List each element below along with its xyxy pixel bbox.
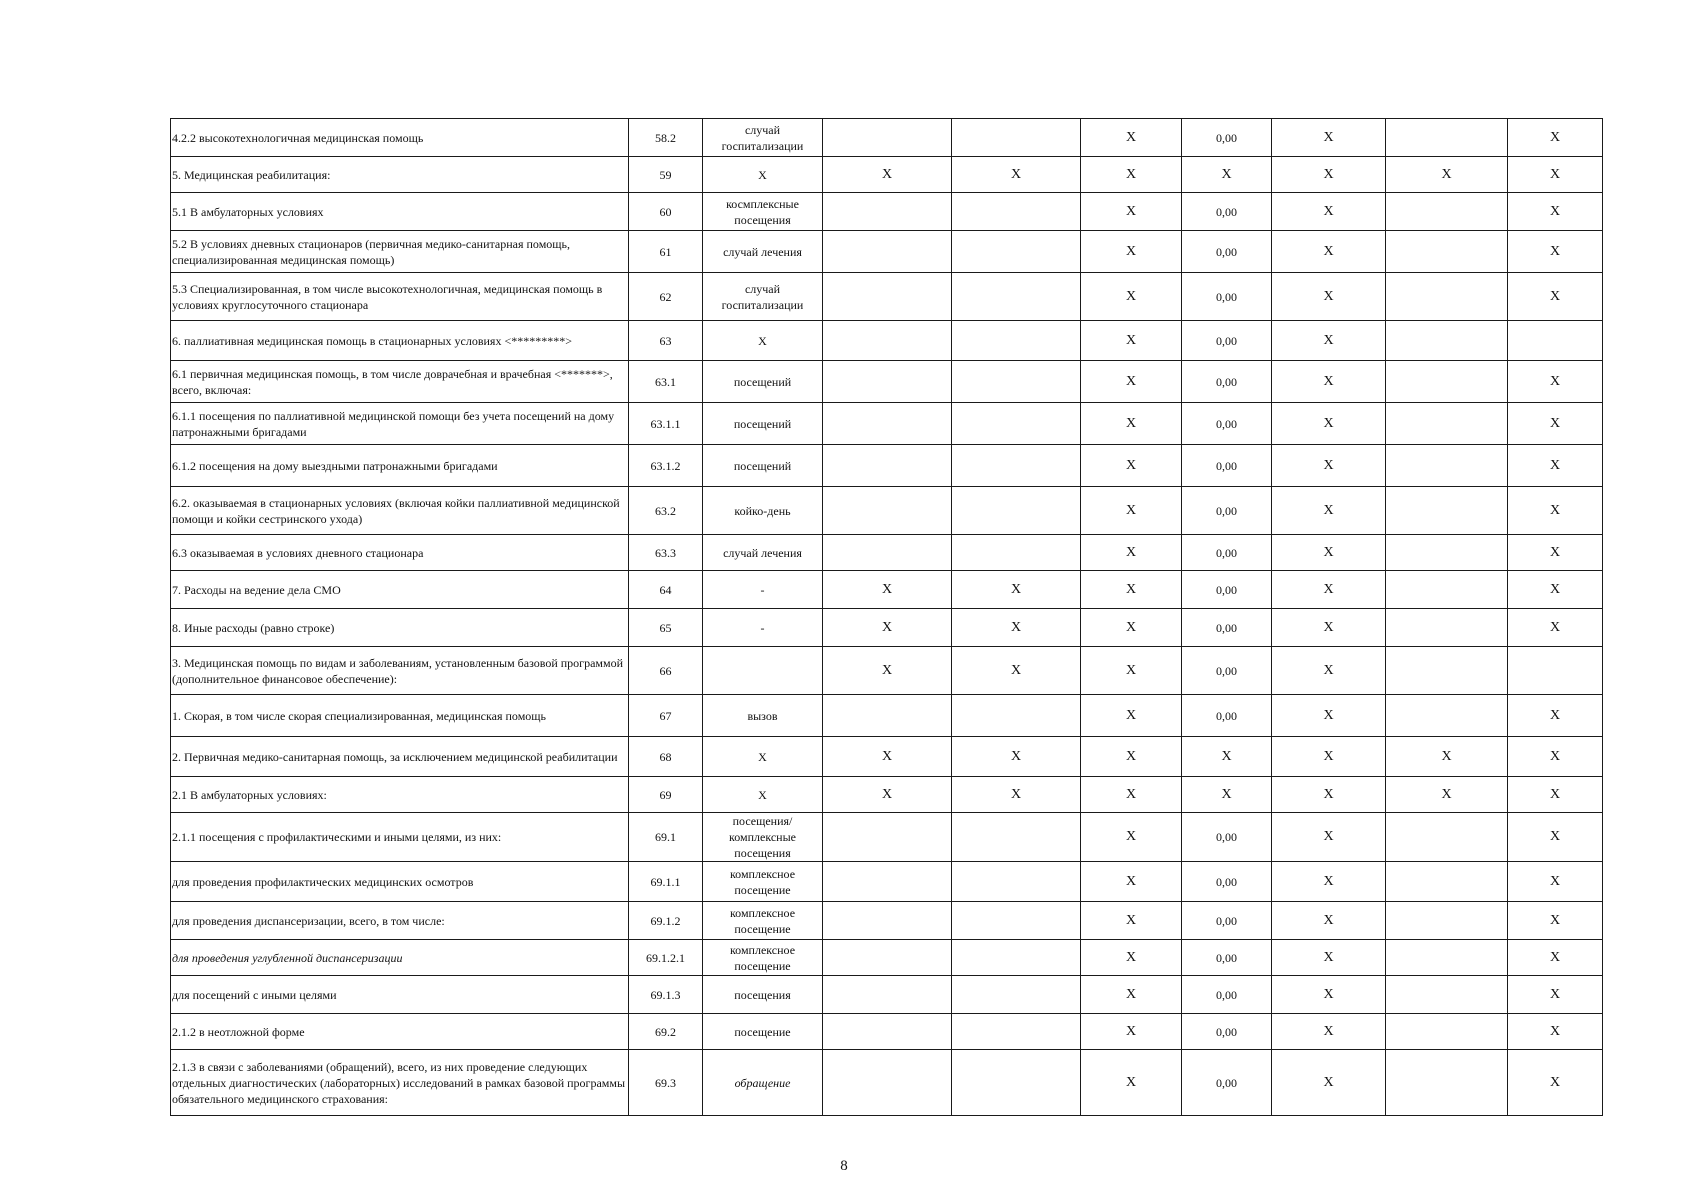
col4-cell bbox=[823, 193, 952, 231]
col8-cell: X bbox=[1272, 157, 1386, 193]
col8-cell: X bbox=[1272, 902, 1386, 940]
table-row bbox=[171, 487, 1603, 535]
col10-cell: X bbox=[1508, 193, 1603, 231]
col10-cell: X bbox=[1508, 940, 1603, 976]
col8-cell: X bbox=[1272, 862, 1386, 902]
row-unit-cell bbox=[703, 647, 823, 695]
col10-cell: X bbox=[1508, 119, 1603, 157]
data-table bbox=[170, 118, 1603, 1116]
col7-cell: 0,00 bbox=[1182, 571, 1272, 609]
table-row bbox=[171, 1014, 1603, 1050]
row-code-cell: 68 bbox=[629, 737, 703, 777]
table-row bbox=[171, 231, 1603, 273]
col9-cell bbox=[1386, 571, 1508, 609]
col10-cell: X bbox=[1508, 231, 1603, 273]
col10-cell: X bbox=[1508, 445, 1603, 487]
table-row bbox=[171, 976, 1603, 1014]
table-row bbox=[171, 902, 1603, 940]
col7-cell: 0,00 bbox=[1182, 361, 1272, 403]
col6-cell: X bbox=[1081, 361, 1182, 403]
row-unit-cell: койко-день bbox=[703, 487, 823, 535]
col4-cell: X bbox=[823, 647, 952, 695]
col8-cell: X bbox=[1272, 321, 1386, 361]
col8-cell: X bbox=[1272, 231, 1386, 273]
row-name-cell: для проведения диспансеризации, всего, в том числе: bbox=[171, 902, 629, 940]
col7-cell: X bbox=[1182, 737, 1272, 777]
col4-cell bbox=[823, 976, 952, 1014]
row-code-cell: 63 bbox=[629, 321, 703, 361]
row-unit-cell: X bbox=[703, 777, 823, 813]
col9-cell: X bbox=[1386, 737, 1508, 777]
col4-cell bbox=[823, 1050, 952, 1116]
col5-cell bbox=[952, 813, 1081, 862]
col7-cell: 0,00 bbox=[1182, 445, 1272, 487]
col10-cell: X bbox=[1508, 609, 1603, 647]
row-unit-cell: случай госпитализации bbox=[703, 273, 823, 321]
row-code-cell: 69 bbox=[629, 777, 703, 813]
col4-cell bbox=[823, 695, 952, 737]
col9-cell bbox=[1386, 647, 1508, 695]
col10-cell: X bbox=[1508, 273, 1603, 321]
col10-cell: X bbox=[1508, 361, 1603, 403]
table-row bbox=[171, 737, 1603, 777]
row-name-cell: 8. Иные расходы (равно строке) bbox=[171, 609, 629, 647]
row-code-cell: 69.1.2 bbox=[629, 902, 703, 940]
col5-cell bbox=[952, 231, 1081, 273]
row-name-cell: 6. паллиативная медицинская помощь в стационарных условиях <*********> bbox=[171, 321, 629, 361]
col4-cell: X bbox=[823, 737, 952, 777]
col4-cell bbox=[823, 487, 952, 535]
col10-cell: X bbox=[1508, 487, 1603, 535]
row-unit-cell: посещений bbox=[703, 361, 823, 403]
col9-cell bbox=[1386, 609, 1508, 647]
col5-cell: X bbox=[952, 571, 1081, 609]
row-name-cell: 5.3 Специализированная, в том числе высокотехнологичная, медицинская помощь в условиях круглосуточного стационара bbox=[171, 273, 629, 321]
table-row bbox=[171, 571, 1603, 609]
table-body bbox=[171, 119, 1603, 1116]
col10-cell: X bbox=[1508, 862, 1603, 902]
row-name-cell: 2.1.1 посещения с профилактическими и иными целями, из них: bbox=[171, 813, 629, 862]
col5-cell bbox=[952, 976, 1081, 1014]
row-unit-cell: посещения/ комплексные посещения bbox=[703, 813, 823, 862]
col6-cell: X bbox=[1081, 940, 1182, 976]
col5-cell bbox=[952, 940, 1081, 976]
col8-cell: X bbox=[1272, 193, 1386, 231]
row-name-cell: для посещений с иными целями bbox=[171, 976, 629, 1014]
table-row bbox=[171, 862, 1603, 902]
document-sheet bbox=[170, 118, 1602, 1116]
row-unit-cell: X bbox=[703, 157, 823, 193]
row-name-cell: 2.1.2 в неотложной форме bbox=[171, 1014, 629, 1050]
row-code-cell: 63.3 bbox=[629, 535, 703, 571]
col9-cell bbox=[1386, 940, 1508, 976]
col10-cell: X bbox=[1508, 1050, 1603, 1116]
col6-cell: X bbox=[1081, 976, 1182, 1014]
row-unit-cell: - bbox=[703, 609, 823, 647]
col6-cell: X bbox=[1081, 862, 1182, 902]
col9-cell bbox=[1386, 1014, 1508, 1050]
col5-cell: X bbox=[952, 157, 1081, 193]
col10-cell: X bbox=[1508, 157, 1603, 193]
col9-cell bbox=[1386, 273, 1508, 321]
row-unit-cell: комплексное посещение bbox=[703, 862, 823, 902]
col10-cell: X bbox=[1508, 976, 1603, 1014]
col8-cell: X bbox=[1272, 777, 1386, 813]
row-code-cell: 67 bbox=[629, 695, 703, 737]
col5-cell bbox=[952, 535, 1081, 571]
table-row bbox=[171, 695, 1603, 737]
row-unit-cell: обращение bbox=[703, 1050, 823, 1116]
row-code-cell: 69.1.3 bbox=[629, 976, 703, 1014]
table-row bbox=[171, 777, 1603, 813]
page-number: 8 bbox=[840, 1158, 848, 1174]
col7-cell: X bbox=[1182, 157, 1272, 193]
col6-cell: X bbox=[1081, 231, 1182, 273]
col9-cell bbox=[1386, 813, 1508, 862]
row-code-cell: 69.1 bbox=[629, 813, 703, 862]
row-unit-cell: X bbox=[703, 737, 823, 777]
col6-cell: X bbox=[1081, 321, 1182, 361]
col6-cell: X bbox=[1081, 609, 1182, 647]
col8-cell: X bbox=[1272, 813, 1386, 862]
col6-cell: X bbox=[1081, 571, 1182, 609]
col7-cell: 0,00 bbox=[1182, 647, 1272, 695]
row-name-cell: для проведения углубленной диспансеризации bbox=[171, 940, 629, 976]
col8-cell: X bbox=[1272, 273, 1386, 321]
col10-cell: X bbox=[1508, 777, 1603, 813]
col6-cell: X bbox=[1081, 695, 1182, 737]
row-code-cell: 63.1.2 bbox=[629, 445, 703, 487]
col4-cell bbox=[823, 1014, 952, 1050]
col7-cell: 0,00 bbox=[1182, 1050, 1272, 1116]
row-name-cell: 2.1.3 в связи с заболеваниями (обращений), всего, из них проведение следующих отдельных диагностических (лабораторных) исследований в рамках базовой программы обязательного медицинского страхования: bbox=[171, 1050, 629, 1116]
col9-cell bbox=[1386, 902, 1508, 940]
row-name-cell: 1. Скорая, в том числе скорая специализированная, медицинская помощь bbox=[171, 695, 629, 737]
col5-cell bbox=[952, 1014, 1081, 1050]
col9-cell bbox=[1386, 445, 1508, 487]
col8-cell: X bbox=[1272, 361, 1386, 403]
col7-cell: X bbox=[1182, 777, 1272, 813]
row-code-cell: 60 bbox=[629, 193, 703, 231]
col10-cell: X bbox=[1508, 695, 1603, 737]
col6-cell: X bbox=[1081, 119, 1182, 157]
col5-cell bbox=[952, 445, 1081, 487]
table-row bbox=[171, 535, 1603, 571]
col10-cell: X bbox=[1508, 737, 1603, 777]
table-row bbox=[171, 193, 1603, 231]
row-code-cell: 65 bbox=[629, 609, 703, 647]
row-name-cell: 6.1 первичная медицинская помощь, в том числе доврачебная и врачебная <*******>, всего, включая: bbox=[171, 361, 629, 403]
col8-cell: X bbox=[1272, 1014, 1386, 1050]
col8-cell: X bbox=[1272, 571, 1386, 609]
table-row bbox=[171, 940, 1603, 976]
row-code-cell: 63.1 bbox=[629, 361, 703, 403]
col5-cell: X bbox=[952, 777, 1081, 813]
col8-cell: X bbox=[1272, 445, 1386, 487]
col5-cell bbox=[952, 361, 1081, 403]
col6-cell: X bbox=[1081, 647, 1182, 695]
col5-cell: X bbox=[952, 647, 1081, 695]
col8-cell: X bbox=[1272, 609, 1386, 647]
col7-cell: 0,00 bbox=[1182, 535, 1272, 571]
col6-cell: X bbox=[1081, 1050, 1182, 1116]
col9-cell bbox=[1386, 361, 1508, 403]
col9-cell bbox=[1386, 1050, 1508, 1116]
row-name-cell: 6.2. оказываемая в стационарных условиях (включая койки паллиативной медицинской помощи и койки сестринского ухода) bbox=[171, 487, 629, 535]
col4-cell bbox=[823, 119, 952, 157]
row-unit-cell: - bbox=[703, 571, 823, 609]
col5-cell bbox=[952, 119, 1081, 157]
row-name-cell: 2. Первичная медико-санитарная помощь, за исключением медицинской реабилитации bbox=[171, 737, 629, 777]
col7-cell: 0,00 bbox=[1182, 273, 1272, 321]
col4-cell: X bbox=[823, 157, 952, 193]
row-code-cell: 69.1.1 bbox=[629, 862, 703, 902]
col9-cell bbox=[1386, 403, 1508, 445]
col4-cell bbox=[823, 535, 952, 571]
col7-cell: 0,00 bbox=[1182, 321, 1272, 361]
col7-cell: 0,00 bbox=[1182, 193, 1272, 231]
col5-cell bbox=[952, 193, 1081, 231]
col6-cell: X bbox=[1081, 1014, 1182, 1050]
row-unit-cell: посещения bbox=[703, 976, 823, 1014]
row-name-cell: 5.1 В амбулаторных условиях bbox=[171, 193, 629, 231]
col7-cell: 0,00 bbox=[1182, 976, 1272, 1014]
col8-cell: X bbox=[1272, 535, 1386, 571]
table-row bbox=[171, 647, 1603, 695]
col5-cell bbox=[952, 1050, 1081, 1116]
row-code-cell: 69.2 bbox=[629, 1014, 703, 1050]
col5-cell bbox=[952, 695, 1081, 737]
col4-cell bbox=[823, 231, 952, 273]
row-name-cell: 6.3 оказываемая в условиях дневного стационара bbox=[171, 535, 629, 571]
row-unit-cell: посещений bbox=[703, 403, 823, 445]
col8-cell: X bbox=[1272, 737, 1386, 777]
col8-cell: X bbox=[1272, 1050, 1386, 1116]
col7-cell: 0,00 bbox=[1182, 609, 1272, 647]
table-row bbox=[171, 609, 1603, 647]
table-row bbox=[171, 403, 1603, 445]
col10-cell: X bbox=[1508, 571, 1603, 609]
col7-cell: 0,00 bbox=[1182, 813, 1272, 862]
row-name-cell: для проведения профилактических медицинских осмотров bbox=[171, 862, 629, 902]
row-unit-cell: случай лечения bbox=[703, 535, 823, 571]
col7-cell: 0,00 bbox=[1182, 119, 1272, 157]
col6-cell: X bbox=[1081, 273, 1182, 321]
col7-cell: 0,00 bbox=[1182, 487, 1272, 535]
col9-cell bbox=[1386, 487, 1508, 535]
row-name-cell: 3. Медицинская помощь по видам и заболеваниям, установленным базовой программой (дополнительное финансовое обеспечение): bbox=[171, 647, 629, 695]
col9-cell: X bbox=[1386, 157, 1508, 193]
col5-cell: X bbox=[952, 609, 1081, 647]
col7-cell: 0,00 bbox=[1182, 695, 1272, 737]
row-code-cell: 61 bbox=[629, 231, 703, 273]
col4-cell bbox=[823, 321, 952, 361]
row-unit-cell: случай лечения bbox=[703, 231, 823, 273]
row-code-cell: 59 bbox=[629, 157, 703, 193]
col8-cell: X bbox=[1272, 119, 1386, 157]
col6-cell: X bbox=[1081, 157, 1182, 193]
table-row bbox=[171, 273, 1603, 321]
row-name-cell: 6.1.1 посещения по паллиативной медицинской помощи без учета посещений на дому патронажными бригадами bbox=[171, 403, 629, 445]
col10-cell bbox=[1508, 647, 1603, 695]
col9-cell bbox=[1386, 695, 1508, 737]
col5-cell: X bbox=[952, 737, 1081, 777]
col6-cell: X bbox=[1081, 535, 1182, 571]
row-code-cell: 62 bbox=[629, 273, 703, 321]
col6-cell: X bbox=[1081, 403, 1182, 445]
row-unit-cell: вызов bbox=[703, 695, 823, 737]
row-name-cell: 7. Расходы на ведение дела СМО bbox=[171, 571, 629, 609]
col8-cell: X bbox=[1272, 647, 1386, 695]
col5-cell bbox=[952, 862, 1081, 902]
col10-cell: X bbox=[1508, 1014, 1603, 1050]
table-row bbox=[171, 119, 1603, 157]
col10-cell: X bbox=[1508, 403, 1603, 445]
row-name-cell: 5. Медицинская реабилитация: bbox=[171, 157, 629, 193]
col4-cell bbox=[823, 940, 952, 976]
col4-cell bbox=[823, 445, 952, 487]
col4-cell: X bbox=[823, 571, 952, 609]
col10-cell: X bbox=[1508, 902, 1603, 940]
row-name-cell: 6.1.2 посещения на дому выездными патронажными бригадами bbox=[171, 445, 629, 487]
row-unit-cell: космплексные посещения bbox=[703, 193, 823, 231]
col6-cell: X bbox=[1081, 902, 1182, 940]
col9-cell bbox=[1386, 976, 1508, 1014]
col4-cell bbox=[823, 902, 952, 940]
col6-cell: X bbox=[1081, 813, 1182, 862]
row-unit-cell: комплексное посещение bbox=[703, 940, 823, 976]
col9-cell bbox=[1386, 119, 1508, 157]
col4-cell: X bbox=[823, 777, 952, 813]
col4-cell bbox=[823, 813, 952, 862]
col5-cell bbox=[952, 902, 1081, 940]
table-row bbox=[171, 157, 1603, 193]
col6-cell: X bbox=[1081, 737, 1182, 777]
row-unit-cell: комплексное посещение bbox=[703, 902, 823, 940]
row-code-cell: 63.2 bbox=[629, 487, 703, 535]
col6-cell: X bbox=[1081, 445, 1182, 487]
table-row bbox=[171, 361, 1603, 403]
col7-cell: 0,00 bbox=[1182, 231, 1272, 273]
table-row bbox=[171, 321, 1603, 361]
col8-cell: X bbox=[1272, 976, 1386, 1014]
col4-cell bbox=[823, 361, 952, 403]
row-unit-cell: посещение bbox=[703, 1014, 823, 1050]
col4-cell: X bbox=[823, 609, 952, 647]
row-name-cell: 4.2.2 высокотехнологичная медицинская помощь bbox=[171, 119, 629, 157]
row-unit-cell: посещений bbox=[703, 445, 823, 487]
col9-cell bbox=[1386, 862, 1508, 902]
row-code-cell: 64 bbox=[629, 571, 703, 609]
col10-cell: X bbox=[1508, 813, 1603, 862]
col7-cell: 0,00 bbox=[1182, 1014, 1272, 1050]
col4-cell bbox=[823, 862, 952, 902]
col5-cell bbox=[952, 487, 1081, 535]
col8-cell: X bbox=[1272, 695, 1386, 737]
col5-cell bbox=[952, 273, 1081, 321]
col5-cell bbox=[952, 321, 1081, 361]
col6-cell: X bbox=[1081, 777, 1182, 813]
col9-cell: X bbox=[1386, 777, 1508, 813]
col8-cell: X bbox=[1272, 940, 1386, 976]
row-unit-cell: X bbox=[703, 321, 823, 361]
col6-cell: X bbox=[1081, 193, 1182, 231]
col4-cell bbox=[823, 403, 952, 445]
col7-cell: 0,00 bbox=[1182, 940, 1272, 976]
col9-cell bbox=[1386, 535, 1508, 571]
row-name-cell: 2.1 В амбулаторных условиях: bbox=[171, 777, 629, 813]
col4-cell bbox=[823, 273, 952, 321]
col5-cell bbox=[952, 403, 1081, 445]
row-code-cell: 69.1.2.1 bbox=[629, 940, 703, 976]
row-name-cell: 5.2 В условиях дневных стационаров (первичная медико-санитарная помощь, специализированная медицинская помощь) bbox=[171, 231, 629, 273]
col8-cell: X bbox=[1272, 403, 1386, 445]
col8-cell: X bbox=[1272, 487, 1386, 535]
table-row bbox=[171, 813, 1603, 862]
col7-cell: 0,00 bbox=[1182, 403, 1272, 445]
col7-cell: 0,00 bbox=[1182, 862, 1272, 902]
col9-cell bbox=[1386, 193, 1508, 231]
row-code-cell: 66 bbox=[629, 647, 703, 695]
col6-cell: X bbox=[1081, 487, 1182, 535]
col7-cell: 0,00 bbox=[1182, 902, 1272, 940]
row-code-cell: 58.2 bbox=[629, 119, 703, 157]
table-row bbox=[171, 445, 1603, 487]
col9-cell bbox=[1386, 231, 1508, 273]
row-code-cell: 63.1.1 bbox=[629, 403, 703, 445]
col10-cell bbox=[1508, 321, 1603, 361]
row-code-cell: 69.3 bbox=[629, 1050, 703, 1116]
col10-cell: X bbox=[1508, 535, 1603, 571]
row-unit-cell: случай госпитализации bbox=[703, 119, 823, 157]
table-row bbox=[171, 1050, 1603, 1116]
col9-cell bbox=[1386, 321, 1508, 361]
